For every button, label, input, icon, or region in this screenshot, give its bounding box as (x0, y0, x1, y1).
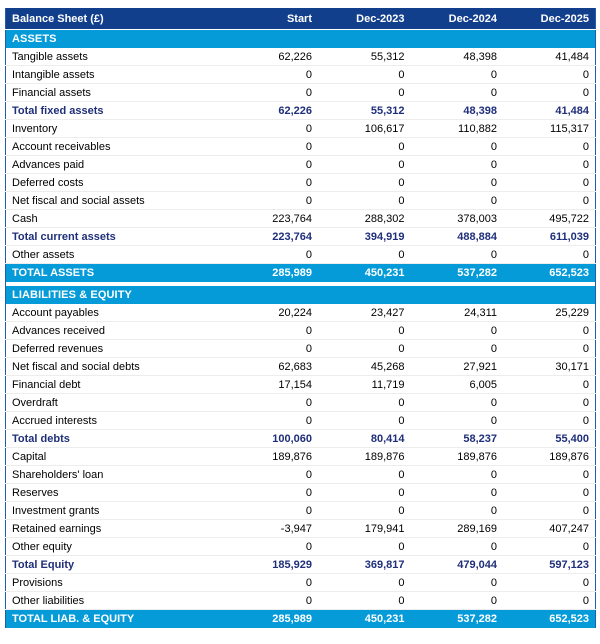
row-value-1: 100,060 (226, 430, 319, 448)
grand-total-row (6, 610, 596, 629)
row-value-3: 289,169 (411, 520, 504, 538)
row-value-3: 0 (411, 84, 504, 102)
row-value-1: -3,947 (226, 520, 319, 538)
row-value-4: 652,523 (503, 610, 596, 629)
row-value-4: 115,317 (503, 120, 596, 138)
row-value-3: 110,882 (411, 120, 504, 138)
row-value-4: 0 (503, 66, 596, 84)
row-value-4: 0 (503, 322, 596, 340)
table-row (6, 138, 596, 156)
row-label: Retained earnings (6, 520, 226, 538)
row-value-4: 0 (503, 340, 596, 358)
row-value-3: 0 (411, 192, 504, 210)
row-value-2: 189,876 (318, 448, 411, 466)
row-value-4: 0 (503, 246, 596, 264)
row-label: Advances paid (6, 156, 226, 174)
row-value-1: 0 (226, 574, 319, 592)
row-value-2: 179,941 (318, 520, 411, 538)
row-value-3: 0 (411, 246, 504, 264)
row-value-1: 0 (226, 156, 319, 174)
table-row (6, 66, 596, 84)
row-value-2: 0 (318, 538, 411, 556)
row-label: Inventory (6, 120, 226, 138)
table-row (6, 466, 596, 484)
row-value-3: 0 (411, 322, 504, 340)
row-value-4: 41,484 (503, 48, 596, 66)
row-value-3: 27,921 (411, 358, 504, 376)
table-row (6, 156, 596, 174)
row-value-1: 0 (226, 502, 319, 520)
row-value-4: 0 (503, 174, 596, 192)
row-label: Total debts (6, 430, 226, 448)
row-value-4: 25,229 (503, 304, 596, 322)
row-label: Financial assets (6, 84, 226, 102)
row-value-1: 0 (226, 466, 319, 484)
row-value-1: 189,876 (226, 448, 319, 466)
row-value-4: 0 (503, 538, 596, 556)
row-value-2: 288,302 (318, 210, 411, 228)
row-value-1: 0 (226, 192, 319, 210)
row-value-1: 0 (226, 120, 319, 138)
row-value-2: 11,719 (318, 376, 411, 394)
row-value-1: 285,989 (226, 264, 319, 283)
row-label: Reserves (6, 484, 226, 502)
row-value-2: 0 (318, 574, 411, 592)
row-value-1: 62,226 (226, 102, 319, 120)
row-value-4: 55,400 (503, 430, 596, 448)
row-value-1: 0 (226, 246, 319, 264)
table-row (6, 322, 596, 340)
row-label: Shareholders' loan (6, 466, 226, 484)
table-row (6, 174, 596, 192)
row-label: Other equity (6, 538, 226, 556)
row-value-1: 62,683 (226, 358, 319, 376)
row-value-4: 0 (503, 376, 596, 394)
row-label: Intangible assets (6, 66, 226, 84)
row-label: Provisions (6, 574, 226, 592)
row-value-2: 0 (318, 138, 411, 156)
row-value-1: 20,224 (226, 304, 319, 322)
row-label: Deferred costs (6, 174, 226, 192)
row-value-2: 45,268 (318, 358, 411, 376)
table-row (6, 538, 596, 556)
row-value-4: 0 (503, 412, 596, 430)
row-value-2: 0 (318, 412, 411, 430)
row-value-3: 537,282 (411, 610, 504, 629)
row-value-1: 0 (226, 538, 319, 556)
row-value-3: 0 (411, 592, 504, 610)
row-value-1: 0 (226, 484, 319, 502)
row-label: TOTAL ASSETS (6, 264, 226, 283)
row-value-4: 0 (503, 192, 596, 210)
table-row (6, 592, 596, 610)
row-value-2: 0 (318, 66, 411, 84)
row-value-3: 6,005 (411, 376, 504, 394)
table-row (6, 120, 596, 138)
table-row (6, 448, 596, 466)
row-label: Tangible assets (6, 48, 226, 66)
row-value-1: 0 (226, 394, 319, 412)
row-value-4: 0 (503, 84, 596, 102)
table-row (6, 412, 596, 430)
table-row (6, 376, 596, 394)
row-label: Cash (6, 210, 226, 228)
row-value-2: 55,312 (318, 102, 411, 120)
row-value-3: 24,311 (411, 304, 504, 322)
balance-sheet-container (5, 8, 595, 628)
row-label: Investment grants (6, 502, 226, 520)
row-value-4: 0 (503, 484, 596, 502)
row-label: Financial debt (6, 376, 226, 394)
table-row (6, 84, 596, 102)
row-label: TOTAL LIAB. & EQUITY (6, 610, 226, 629)
column-header-2: Dec-2023 (318, 8, 411, 30)
row-value-2: 0 (318, 592, 411, 610)
row-label: Overdraft (6, 394, 226, 412)
row-value-1: 0 (226, 66, 319, 84)
row-label: Net fiscal and social debts (6, 358, 226, 376)
row-value-1: 0 (226, 174, 319, 192)
row-value-1: 285,989 (226, 610, 319, 629)
row-value-2: 0 (318, 84, 411, 102)
row-value-4: 652,523 (503, 264, 596, 283)
row-value-1: 0 (226, 138, 319, 156)
table-row (6, 502, 596, 520)
row-value-3: 479,044 (411, 556, 504, 574)
row-value-4: 0 (503, 156, 596, 174)
table-row (6, 304, 596, 322)
table-row (6, 394, 596, 412)
grand-total-row (6, 264, 596, 283)
row-label: Advances received (6, 322, 226, 340)
row-value-4: 0 (503, 502, 596, 520)
row-value-2: 0 (318, 466, 411, 484)
section-header-label: ASSETS (6, 30, 596, 49)
table-header-row (6, 8, 596, 30)
row-value-4: 0 (503, 138, 596, 156)
row-value-2: 23,427 (318, 304, 411, 322)
row-value-3: 0 (411, 174, 504, 192)
table-row (6, 48, 596, 66)
row-value-1: 17,154 (226, 376, 319, 394)
row-value-3: 0 (411, 156, 504, 174)
row-value-2: 0 (318, 174, 411, 192)
row-label: Account receivables (6, 138, 226, 156)
row-value-2: 450,231 (318, 610, 411, 629)
row-value-4: 0 (503, 466, 596, 484)
row-value-2: 55,312 (318, 48, 411, 66)
row-value-4: 0 (503, 394, 596, 412)
row-value-1: 62,226 (226, 48, 319, 66)
row-value-3: 488,884 (411, 228, 504, 246)
row-value-2: 106,617 (318, 120, 411, 138)
row-value-3: 0 (411, 502, 504, 520)
row-label: Total fixed assets (6, 102, 226, 120)
row-value-4: 495,722 (503, 210, 596, 228)
row-value-4: 30,171 (503, 358, 596, 376)
row-label: Deferred revenues (6, 340, 226, 358)
subtotal-row (6, 228, 596, 246)
row-label: Net fiscal and social assets (6, 192, 226, 210)
row-label: Total Equity (6, 556, 226, 574)
table-row (6, 574, 596, 592)
balance-sheet-table (5, 8, 596, 628)
row-value-3: 0 (411, 538, 504, 556)
row-value-3: 378,003 (411, 210, 504, 228)
row-value-1: 0 (226, 340, 319, 358)
balance-sheet-body (6, 8, 596, 628)
row-label: Other assets (6, 246, 226, 264)
row-value-3: 537,282 (411, 264, 504, 283)
table-row (6, 210, 596, 228)
row-value-1: 0 (226, 592, 319, 610)
row-value-1: 185,929 (226, 556, 319, 574)
row-label: Account payables (6, 304, 226, 322)
row-value-1: 223,764 (226, 228, 319, 246)
row-value-2: 0 (318, 192, 411, 210)
section-header-label: LIABILITIES & EQUITY (6, 286, 596, 304)
table-row (6, 358, 596, 376)
row-value-2: 0 (318, 246, 411, 264)
section-header-row (6, 30, 596, 49)
row-value-4: 0 (503, 592, 596, 610)
row-value-2: 369,817 (318, 556, 411, 574)
table-title: Balance Sheet (£) (6, 8, 226, 30)
row-value-2: 0 (318, 484, 411, 502)
row-value-3: 0 (411, 66, 504, 84)
row-label: Accrued interests (6, 412, 226, 430)
row-value-3: 0 (411, 574, 504, 592)
table-row (6, 246, 596, 264)
row-value-2: 0 (318, 156, 411, 174)
row-value-1: 0 (226, 412, 319, 430)
table-row (6, 520, 596, 538)
row-label: Other liabilities (6, 592, 226, 610)
row-value-4: 41,484 (503, 102, 596, 120)
row-value-4: 407,247 (503, 520, 596, 538)
row-value-4: 611,039 (503, 228, 596, 246)
row-value-1: 223,764 (226, 210, 319, 228)
row-value-3: 0 (411, 394, 504, 412)
row-value-1: 0 (226, 84, 319, 102)
column-header-3: Dec-2024 (411, 8, 504, 30)
row-value-3: 58,237 (411, 430, 504, 448)
subtotal-row (6, 102, 596, 120)
row-value-4: 597,123 (503, 556, 596, 574)
table-row (6, 192, 596, 210)
row-value-2: 0 (318, 394, 411, 412)
row-value-3: 0 (411, 412, 504, 430)
section-header-row (6, 286, 596, 304)
row-value-1: 0 (226, 322, 319, 340)
row-label: Total current assets (6, 228, 226, 246)
subtotal-row (6, 556, 596, 574)
subtotal-row (6, 430, 596, 448)
column-header-4: Dec-2025 (503, 8, 596, 30)
table-row (6, 340, 596, 358)
row-value-3: 0 (411, 466, 504, 484)
row-value-3: 48,398 (411, 102, 504, 120)
row-value-3: 0 (411, 340, 504, 358)
column-header-1: Start (226, 8, 319, 30)
row-value-3: 0 (411, 138, 504, 156)
row-value-2: 0 (318, 340, 411, 358)
table-row (6, 484, 596, 502)
row-value-2: 0 (318, 322, 411, 340)
row-value-2: 0 (318, 502, 411, 520)
row-value-4: 0 (503, 574, 596, 592)
row-value-3: 189,876 (411, 448, 504, 466)
row-value-4: 189,876 (503, 448, 596, 466)
row-value-2: 394,919 (318, 228, 411, 246)
row-value-3: 0 (411, 484, 504, 502)
row-label: Capital (6, 448, 226, 466)
row-value-2: 450,231 (318, 264, 411, 283)
row-value-3: 48,398 (411, 48, 504, 66)
row-value-2: 80,414 (318, 430, 411, 448)
